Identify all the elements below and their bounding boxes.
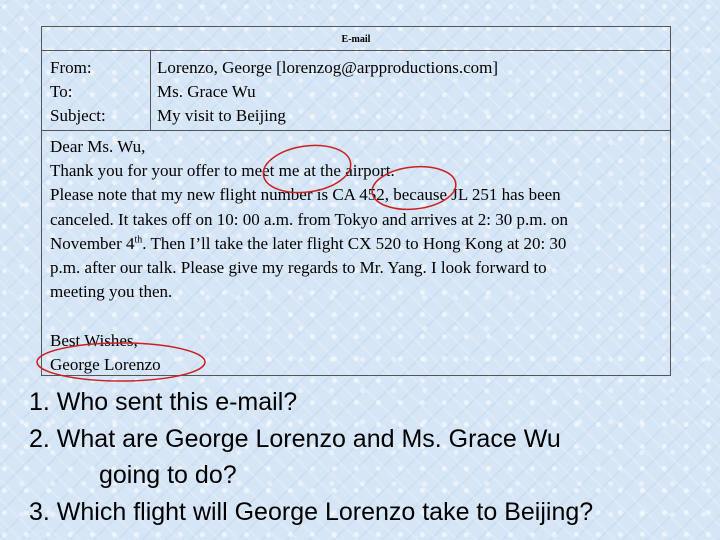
body-line — [50, 232, 665, 256]
body-line: Thank you for your offer to meet me at the airport. — [50, 161, 395, 181]
body-line: Please note that my new flight number is CA 452, because JL 251 has been — [50, 185, 561, 205]
question-2-continued: going to do? — [99, 461, 237, 489]
email-panel — [41, 26, 671, 376]
date-text: November 4 — [50, 233, 135, 253]
body-text: . Then I’ll take the later flight CX 520 to Hong Kong at 20: 30 — [142, 233, 567, 253]
body-line: meeting you then. — [50, 282, 173, 302]
ordinal-suffix: th — [134, 234, 143, 246]
email-header-values — [151, 50, 670, 136]
email-body — [50, 135, 665, 377]
body-line: canceled. It takes off on 10: 00 a.m. from Tokyo and arrives at 2: 30 p.m. on — [50, 209, 568, 229]
from-label: From: — [50, 58, 92, 77]
from-value: Lorenzo, George [lorenzog@arpproductions.com] — [157, 58, 499, 77]
body-line: p.m. after our talk. Please give my regards to Mr. Yang. I look forward to — [50, 258, 547, 278]
to-label: To: — [50, 82, 73, 101]
closing: Best Wishes, — [50, 330, 138, 350]
question-2: 2. What are George Lorenzo and Ms. Grace Wu — [29, 424, 561, 453]
signature: George Lorenzo — [50, 354, 161, 374]
question-1: 1. Who sent this e-mail? — [29, 388, 298, 416]
subject-value: My visit to Beijing — [157, 106, 286, 125]
to-value: Ms. Grace Wu — [157, 82, 256, 101]
question-3: 3. Which flight will George Lorenzo take to Beijing? — [29, 497, 594, 526]
subject-label: Subject: — [50, 106, 106, 125]
email-title: E-mail — [42, 27, 670, 51]
email-header-labels — [42, 50, 151, 130]
greeting: Dear Ms. Wu, — [50, 137, 146, 156]
paragraph-spacer — [50, 304, 665, 328]
questions-list — [29, 384, 593, 530]
header-divider — [42, 130, 670, 131]
